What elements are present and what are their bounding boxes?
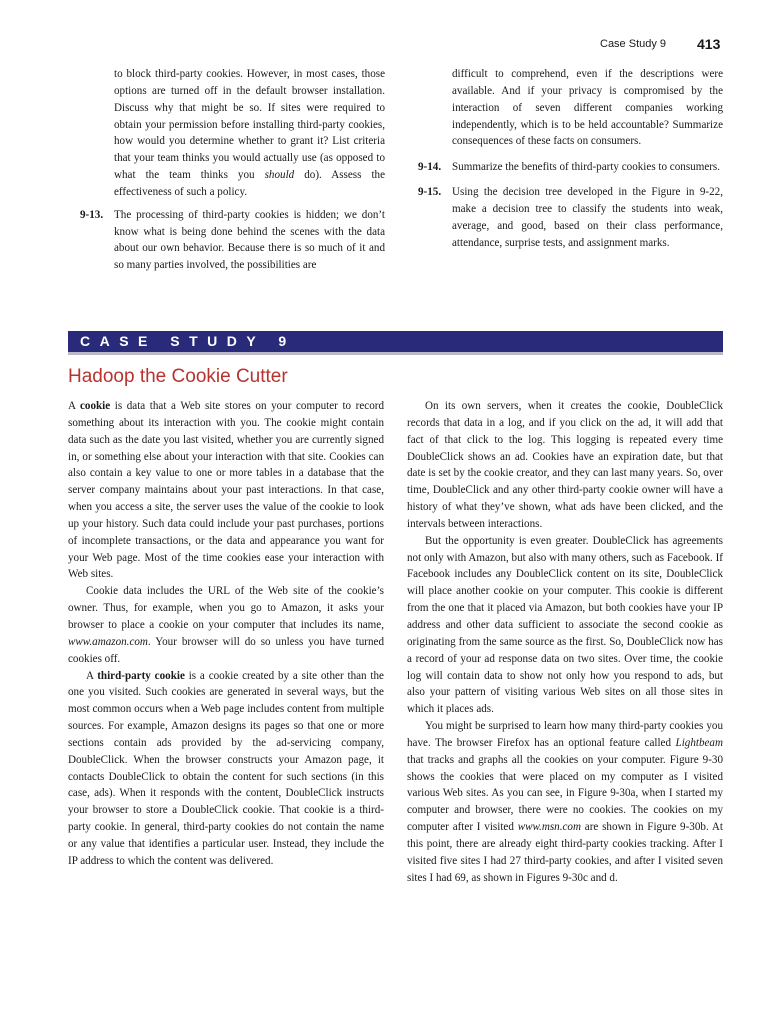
exercise-number: 9-14. xyxy=(418,161,442,174)
url-amazon: www.amazon.com xyxy=(68,635,148,648)
case-study-banner xyxy=(68,331,723,352)
page-header xyxy=(0,36,768,56)
running-head: Case Study 9 xyxy=(600,38,667,50)
exercise-text: Summarize the benefits of third-party cookies to consumers. xyxy=(452,161,721,174)
banner-underline xyxy=(68,352,723,355)
case-study-title: Hadoop the Cookie Cutter xyxy=(68,366,288,387)
exercise-9-14 xyxy=(418,159,723,176)
exercise-text: Using the decision tree developed in the Figure in 9-22, make a decision tree to classify the students into weak, average, and good, based on their class performance, attendance, surprise tests, and assignment marks. xyxy=(452,186,723,249)
paragraph: But the opportunity is even greater. DoubleClick has agreements not only with Amazon, but also with many others, such as Facebook. If Facebook includes any DoubleClick content on its site, DoubleClick will place another cookie on your computer. This cookie is different from the one that it placed via Amazon, but both cookies have your IP address and other data sufficient to associate the second cookie as originating from the same source as the first. So, DoubleClick now has a record of your ad response data on two sites. Over time, the cookie log will contain data to show not only how you respond to ads, but also your pattern of visiting various Web sites on all those sites in which it places ads. xyxy=(407,534,723,716)
paragraph: On its own servers, when it creates the cookie, DoubleClick records that data in a log, and if you click on the ad, it will add that fact of that click to the log. This logging is repeated every time DoubleClick shows an ad. Cookies have an expiration date, but that date is set by the cookie creator, and they can last many years. So, over time, DoubleClick and any other third-party cookie owner will have a history of what they’ve shown, what ads have been clicked, and the intervals between interactions. xyxy=(407,400,723,530)
paragraph: A cookie is data that a Web site stores on your computer to record something about its interaction with you. The cookie might contain data such as the date you last visited, whether you are currently signed in, or something else about your interaction with that site. Cookies can also contain a key value to one or more tables in a database that the server company maintains about your past interactions. In that case, when you access a site, the server uses the value of the cookie to look up your history. Such data could include your past purchases, portions of incomplete transactions, or the data and appearance you want for your Web page. Most of the time cookies ease your interaction with Web sites. xyxy=(68,400,384,581)
feature-lightbeam: Lightbeam xyxy=(675,736,723,749)
exercises-right-column xyxy=(418,66,723,251)
term-cookie: cookie xyxy=(79,400,111,412)
paragraph: Cookie data includes the URL of the Web site of the cookie’s owner. Thus, for example, when you go to Amazon, it asks your browser to place a cookie on your computer that includes its name, www.amazon.com. Your browser will do so unless you have turned cookies off. xyxy=(68,585,384,665)
exercise-9-13-continued: difficult to comprehend, even if the descriptions were available. And if your privacy is compromised by the interaction of seven different companies working independently, which is to be held accountable? Summarize consequences of these facts on consumers. xyxy=(452,68,723,148)
paragraph: A third-party cookie is a cookie created by a site other than the one you visited. Such cookies are generated in several ways, but the most common occurs when a Web page includes content from multiple sources. For example, Amazon designs its pages so that one or more sections contain ads provided by the ad-servicing company, DoubleClick. When the browser constructs your Amazon page, it contacts DoubleClick to obtain the content for such sections (in this case, ads). When it responds with the content, DoubleClick instructs your browser to store a DoubleClick cookie. That cookie is a third-party cookie. In general, third-party cookies do not contain the name or any value that identifies a particular user. Instead, they include the IP address to which the content was delivered. xyxy=(68,669,384,867)
exercise-number: 9-13. xyxy=(80,208,104,221)
url-msn: www.msn.com xyxy=(517,821,581,834)
exercise-text: The processing of third-party cookies is hidden; we don’t know what is being done behind the scenes with the data about our own behavior. Because there is so much of it and so many parties involved, the possibilities are xyxy=(114,208,385,272)
exercise-number: 9-15. xyxy=(418,186,442,199)
exercise-9-13 xyxy=(80,207,385,274)
exercises-left-column xyxy=(80,66,385,274)
case-study-left-column xyxy=(68,398,384,870)
paragraph: You might be surprised to learn how many third-party cookies you have. The browser Firefox has an optional feature called Lightbeam that tracks and graphs all the cookies on your computer. Figure 9-30 shows the cookies that were placed on my computer as I visited various Web sites. As you can see, in Figure 9-30a, when I started my computer and browser, there were no cookies. The cookies on my computer after I visited www.msn.com are shown in Figure 9-30b. At this point, there are already eight third-party cookies tracking. After I visited five sites I had 27 third-party cookies, and after I visited seven sites I had 69, as shown in Figures 9-30c and d. xyxy=(407,720,723,884)
page-number: 413 xyxy=(697,36,721,52)
exercise-9-12-continued: to block third-party cookies. However, in most cases, those options are turned off in the default browser installation. Discuss why that might be so. If sites were required to obtain your permission before installing third-party cookies, how would you determine whether to grant it? List criteria that your team thinks you would actually use (as opposed to what the team thinks you should do). Assess the effectiveness of such a policy. xyxy=(114,68,386,198)
term-third-party-cookie: third-party cookie xyxy=(97,669,185,682)
case-study-right-column xyxy=(407,398,723,886)
exercise-9-15 xyxy=(418,184,723,251)
case-study-banner-label: CASE STUDY 9 xyxy=(80,333,296,349)
